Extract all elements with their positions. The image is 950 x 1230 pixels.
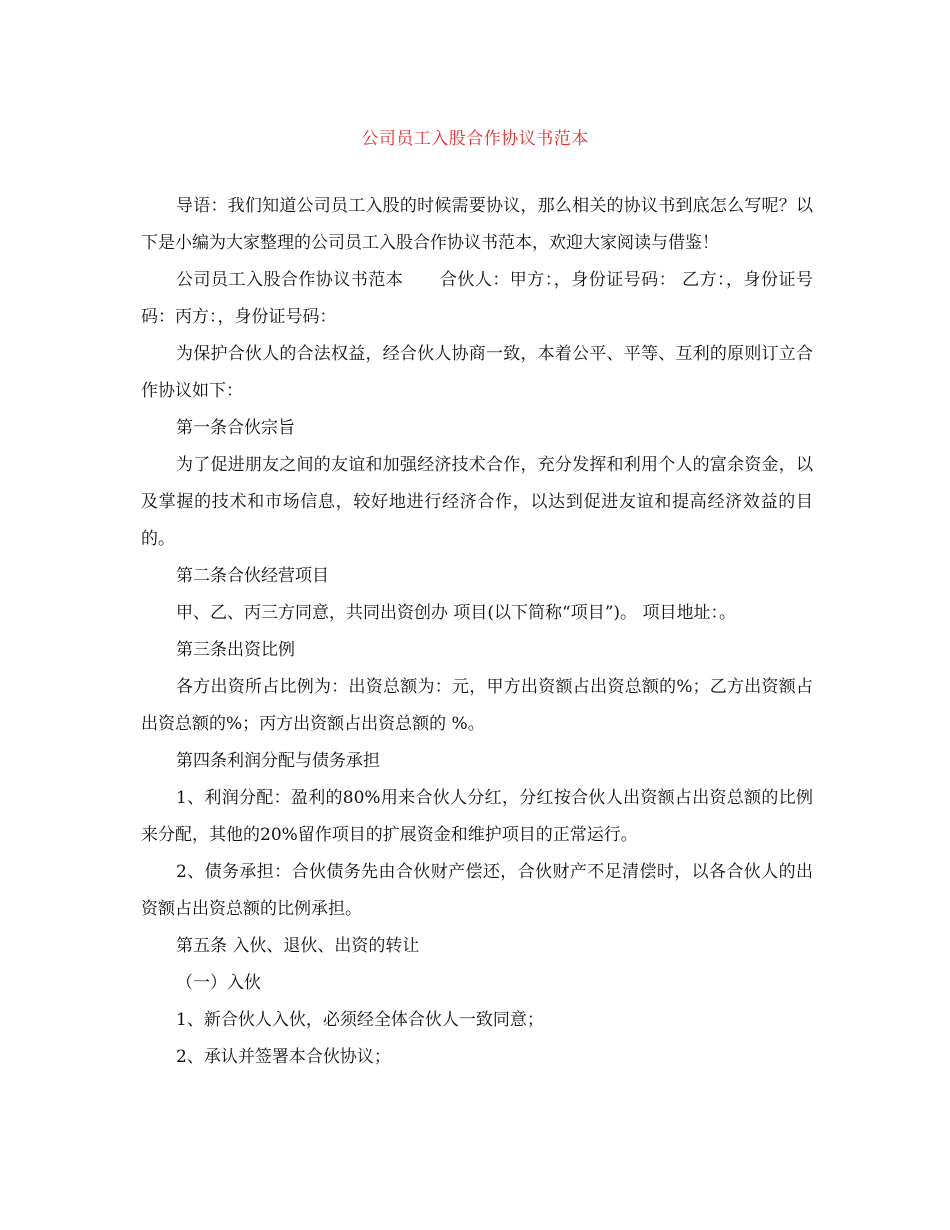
article-5-sub-1-item-1: 1、新合伙人入伙，必须经全体合伙人一致同意； (176, 1010, 544, 1030)
article-2-title: 第二条合伙经营项目 (176, 566, 329, 586)
article-5-title: 第五条 入伙、退伙、出资的转让 (176, 936, 420, 956)
article-5-sub-1-item-2: 2、承认并签署本合伙协议； (176, 1047, 391, 1067)
article-3-title: 第三条出资比例 (176, 640, 295, 660)
article-1-title: 第一条合伙宗旨 (176, 418, 295, 438)
document-title: 公司员工入股合作协议书范本 (361, 129, 589, 149)
article-4-item-1: 1、利润分配：盈利的80%用来合伙人分红，分红按合伙人出资额占出资总额的比例来分配，其他的20%留作项目的扩展资金和维护项目的正常运行。 (141, 788, 813, 845)
article-3-text: 各方出资所占比例为：出资总额为：元，甲方出资额占出资总额的%；乙方出资额占出资总额的%；丙方出资额占出资总额的 %。 (141, 677, 813, 734)
preamble-paragraph: 为保护合伙人的合法权益，经合伙人协商一致，本着公平、平等、互利的原则订立合作协议如下： (141, 344, 813, 401)
article-1-text: 为了促进朋友之间的友谊和加强经济技术合作，充分发挥和利用个人的富余资金，以及掌握的技术和市场信息，较好地进行经济合作，以达到促进友谊和提高经济效益的目的。 (141, 455, 813, 549)
intro-paragraph: 导语：我们知道公司员工入股的时候需要协议，那么相关的协议书到底怎么写呢？以下是小编为大家整理的公司员工入股合作协议书范本，欢迎大家阅读与借鉴！ (141, 196, 813, 253)
parties-text: 合伙人：甲方：，身份证号码： 乙方：，身份证号码：丙方：，身份证号码： (141, 270, 814, 327)
document-body (141, 188, 813, 1076)
parties-doc-title: 公司员工入股合作协议书范本 (176, 270, 404, 290)
article-4-item-2: 2、债务承担：合伙债务先由合伙财产偿还，合伙财产不足清偿时，以各合伙人的出资额占出资总额的比例承担。 (141, 862, 813, 919)
article-2-text: 甲、乙、丙三方同意，共同出资创办 项目(以下简称“项目”)。 项目地址：。 (176, 603, 736, 623)
article-5-subsection-1: （一）入伙 (176, 973, 261, 993)
article-4-title: 第四条利润分配与债务承担 (176, 751, 380, 771)
parties-paragraph (141, 262, 813, 336)
